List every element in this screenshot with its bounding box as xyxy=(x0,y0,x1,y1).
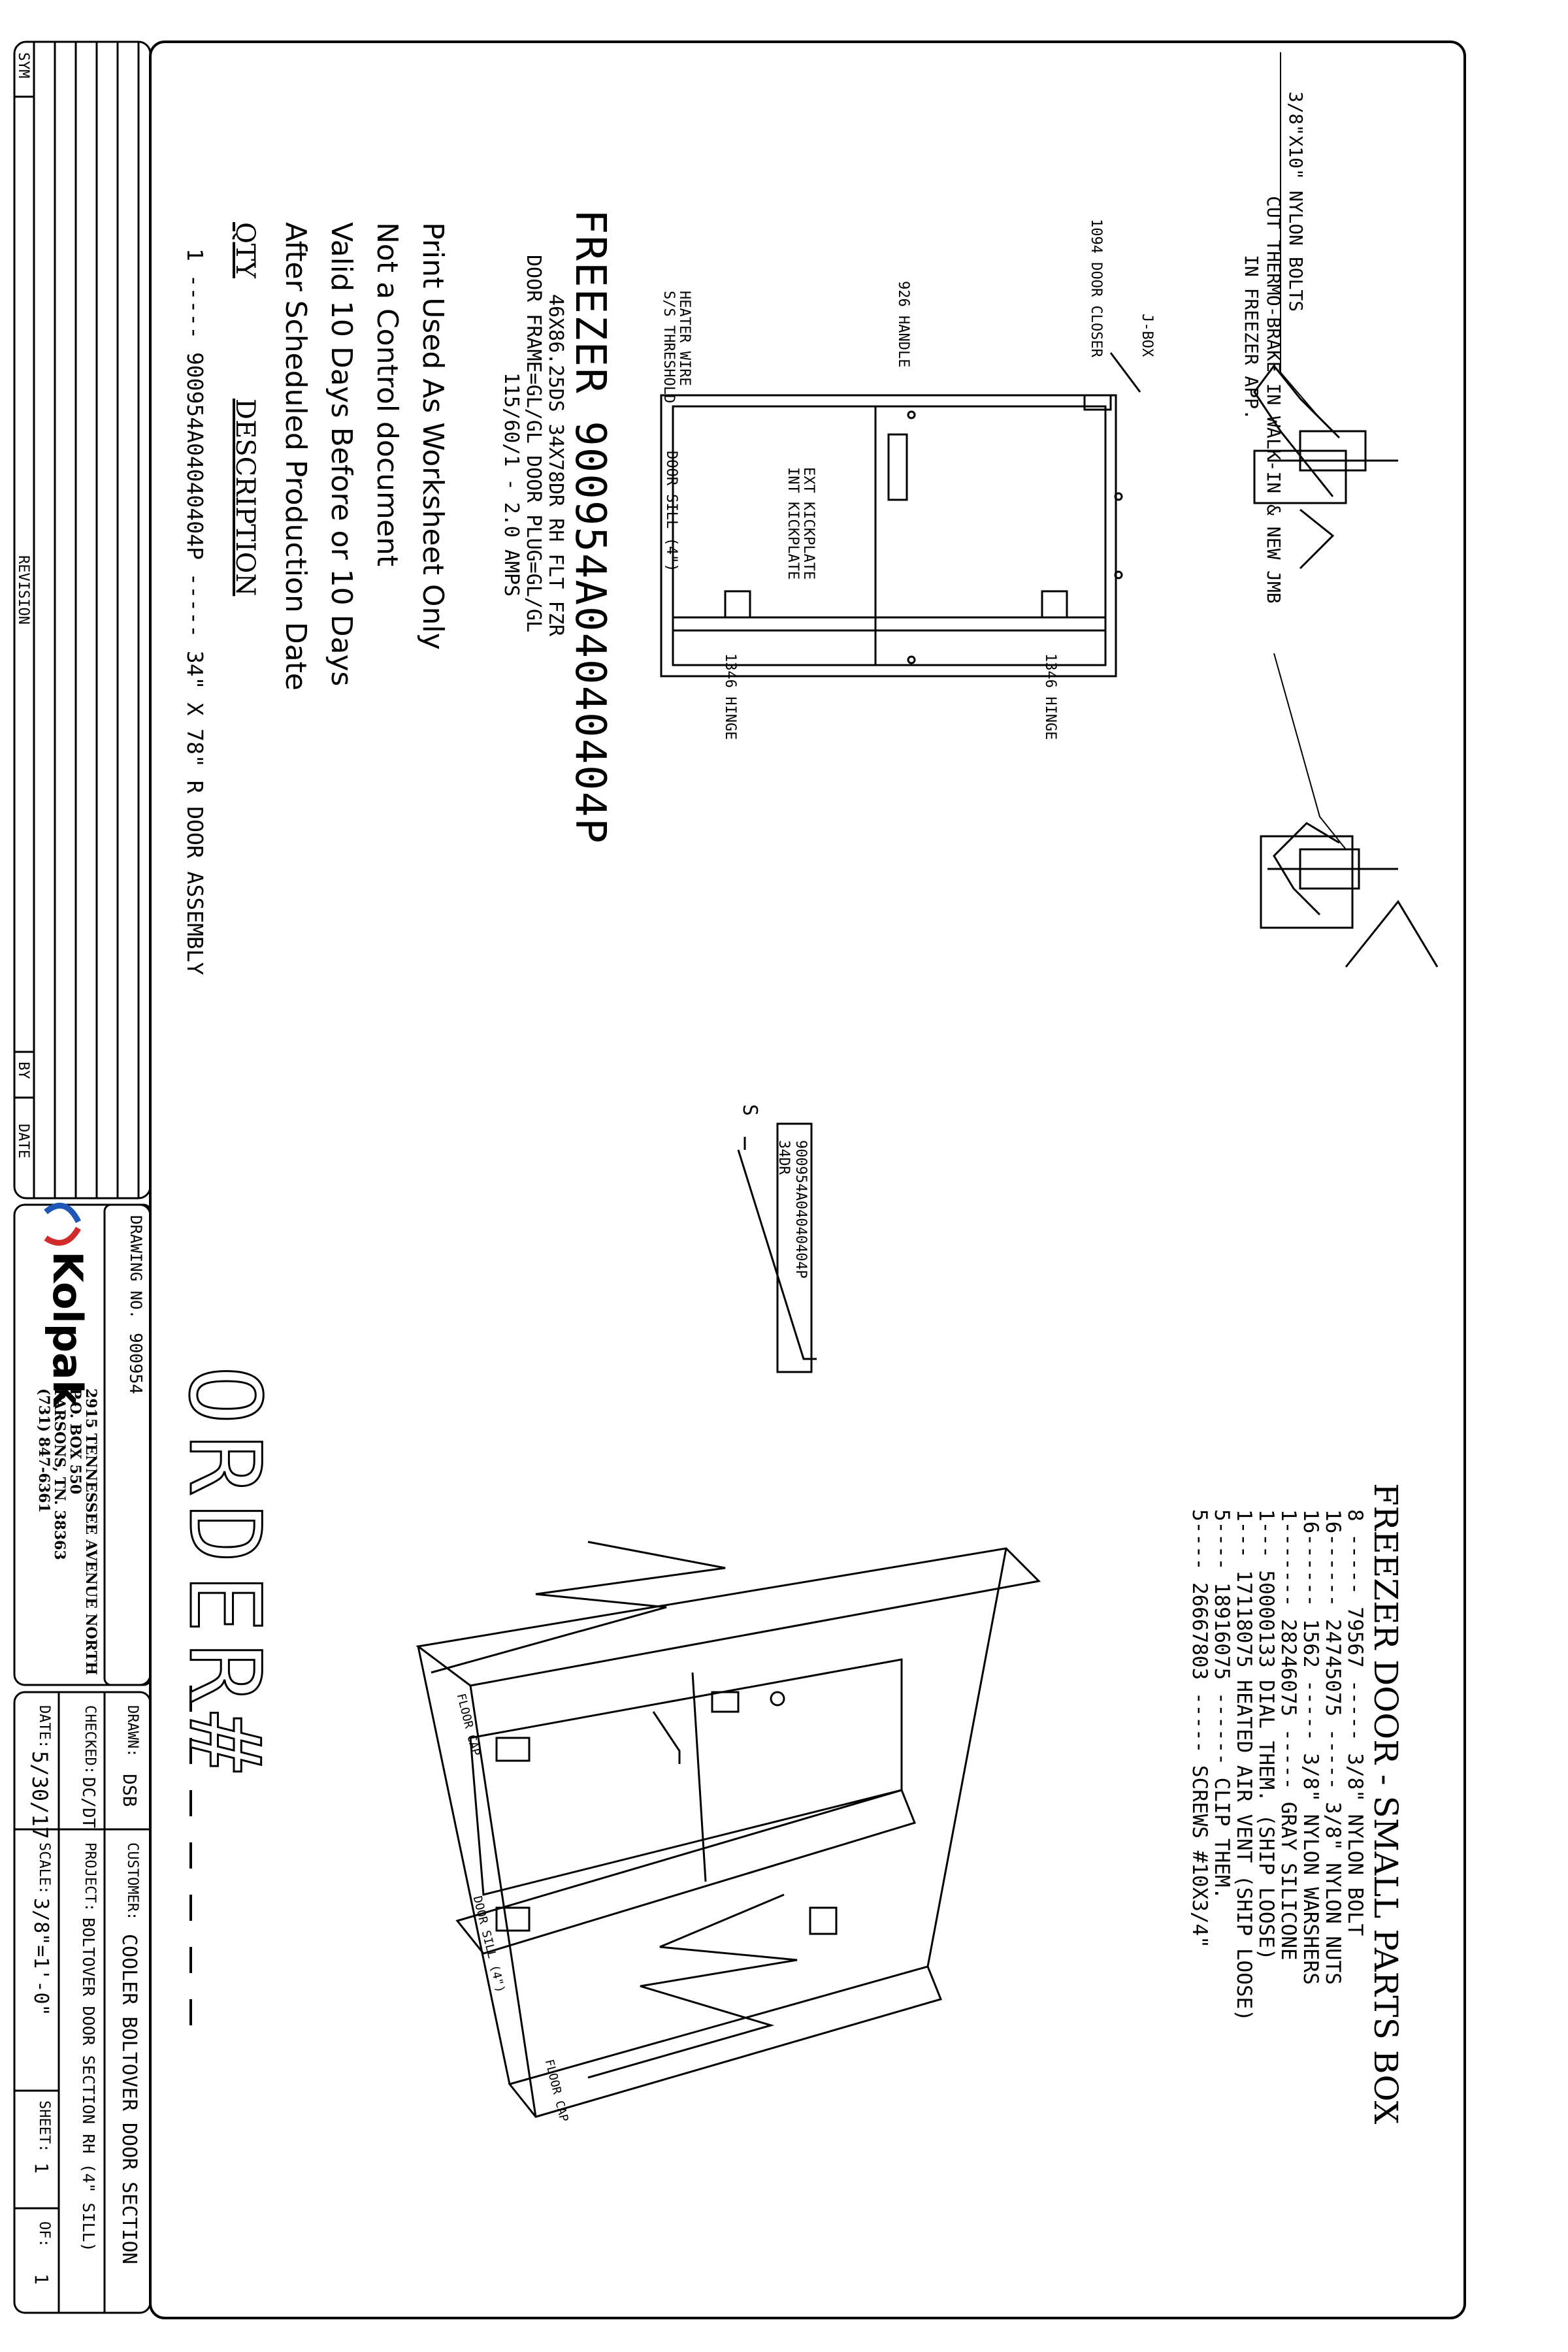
parts-item: 1------- 28246075 ----- GRAY SILICONE xyxy=(1277,1509,1300,1961)
tag-line1: 900954A04040404P xyxy=(792,1140,809,1279)
tag-line2: 34DR xyxy=(776,1140,792,1175)
address-line2: P.O. BOX 550 xyxy=(67,1388,84,1495)
company-name: Kolpak xyxy=(44,1251,91,1407)
project-label: PROJECT: xyxy=(82,1842,98,1912)
sheet-label: SHEET: xyxy=(36,2100,52,2153)
customer-value: COOLER BOLTOVER DOOR SECTION xyxy=(118,1934,140,2264)
date-label: DATE: xyxy=(36,1705,52,1749)
hinge-top-label: 1346 HINGE xyxy=(1042,653,1058,740)
date-value: 5/30/17 xyxy=(27,1751,52,1839)
door-sill-label: DOOR SILL (4") xyxy=(663,451,679,572)
note-after: After Scheduled Production Date xyxy=(279,222,312,691)
parts-item: 16------ 24745075 ----- 3/8" NYLON NUTS xyxy=(1321,1509,1345,1985)
parts-item: 5---- 26667803 ----- SCREWS #10X3/4" xyxy=(1188,1509,1211,1948)
ext-kickplate-label: EXT KICKPLATE xyxy=(800,467,817,580)
door-info-title: FREEZER 900954A0404040​4P xyxy=(566,209,614,845)
handle-label: 926 HANDLE xyxy=(895,281,911,368)
bolt-note-line2: CUT THERMO-BRAKE IN WALK-IN & NEW JMB xyxy=(1263,196,1284,604)
kolpak-logo-swoosh xyxy=(46,1205,78,1243)
parts-item: 16------ 1562 ----- 3/8" NYLON WARSHERS xyxy=(1299,1509,1322,1985)
bolt-note-line1: 3/8"X10" NYLON BOLTS xyxy=(1285,91,1307,312)
scale-label: SCALE: xyxy=(36,1842,52,1895)
bolt-detail-bottom xyxy=(1261,823,1437,967)
order-label: ORDER# xyxy=(167,1365,281,1782)
of-value: 1 xyxy=(31,2274,52,2285)
door-elevation xyxy=(661,353,1140,676)
address-line3: PARSONS, TN. 38363 xyxy=(51,1388,68,1560)
threshold-label: S/S THRESHOLD xyxy=(661,291,677,404)
description-header: DESCRIPTION xyxy=(230,399,260,596)
parts-box-title: FREEZER DOOR - SMALL PARTS BOX xyxy=(1367,1483,1405,2125)
checked-label: CHECKED: xyxy=(82,1705,98,1774)
door-info-line2: DOOR FRAME=GL/GL DOOR PLUG=GL/GL xyxy=(522,255,545,632)
tag-mark: S xyxy=(738,1104,761,1117)
sheet-value: 1 xyxy=(31,2163,52,2174)
heater-wire-label: HEATER WIRE xyxy=(676,291,693,386)
int-kickplate-label: INT KICKPLATE xyxy=(785,467,801,580)
address-line1: 2915 TENNESSEE AVENUE NORTH xyxy=(82,1388,99,1675)
parts-item: 8 ----- 79567 ----- 3/8" NYLON BOLT xyxy=(1343,1509,1367,1936)
note-control: Not a Control document xyxy=(370,222,404,567)
scale-value: 3/8"=1'-0" xyxy=(29,1898,52,2016)
parts-item: 1--- 17118075 HEATED AIR VENT (SHIP LOOSE) xyxy=(1232,1509,1256,2021)
qty-row: 1 ----- 900954A04040404P ----- 34" X 78" R DOOR ASSEMBLY xyxy=(182,248,208,975)
drawing-no-label: DRAWING NO. xyxy=(127,1215,145,1319)
jbox-label: J-BOX xyxy=(1139,314,1155,357)
iso-sill-label: DOOR SILL (4") xyxy=(470,1895,508,1995)
floor-cap-top-label: FLOOR CAP xyxy=(453,1692,483,1757)
revision-date: DATE xyxy=(15,1124,31,1158)
floor-cap-bottom-label: FLOOR CAP xyxy=(542,2058,571,2123)
revision-title: REVISION xyxy=(15,555,31,625)
revision-sym: SYM xyxy=(15,52,31,78)
revision-by: BY xyxy=(15,1062,31,1079)
revision-block-lines xyxy=(14,42,150,1198)
door-info-line3: 115/60/1 - 2.0 AMPS xyxy=(500,372,523,597)
address-line4: (731) 847-6361 xyxy=(35,1388,52,1513)
iso-door xyxy=(418,1542,1039,2117)
note-valid: Valid 10 Days Before or 10 Days xyxy=(325,222,358,687)
drawn-value: DSB xyxy=(119,1774,140,1807)
note-worksheet: Print Used As Worksheet Only xyxy=(416,222,449,650)
drawing-no: 900954 xyxy=(125,1333,145,1394)
qty-header: QTY xyxy=(230,222,260,278)
project-value: BOLTOVER DOOR SECTION RH (4" SILL) xyxy=(79,1918,98,2252)
door-info-line1: 46X86.25DS 34X78DR RH FLT FZR xyxy=(544,294,567,636)
customer-label: CUSTOMER: xyxy=(124,1842,140,1921)
closer-label: 1094 DOOR CLOSER xyxy=(1088,219,1104,357)
bolt-note-line3: IN FREEZER APP. xyxy=(1241,255,1262,420)
drawn-label: DRAWN: xyxy=(124,1705,140,1757)
checked-value: DC/DT xyxy=(78,1777,98,1829)
parts-item: 1--- 50000133 DIAL THEM. (SHIP LOOSE) xyxy=(1254,1509,1278,1961)
parts-item: 5---- 18916075 ------ CLIP THEM. xyxy=(1210,1509,1233,1900)
hinge-bottom-label: 1346 HINGE xyxy=(722,653,738,740)
of-label: OF: xyxy=(36,2221,52,2247)
